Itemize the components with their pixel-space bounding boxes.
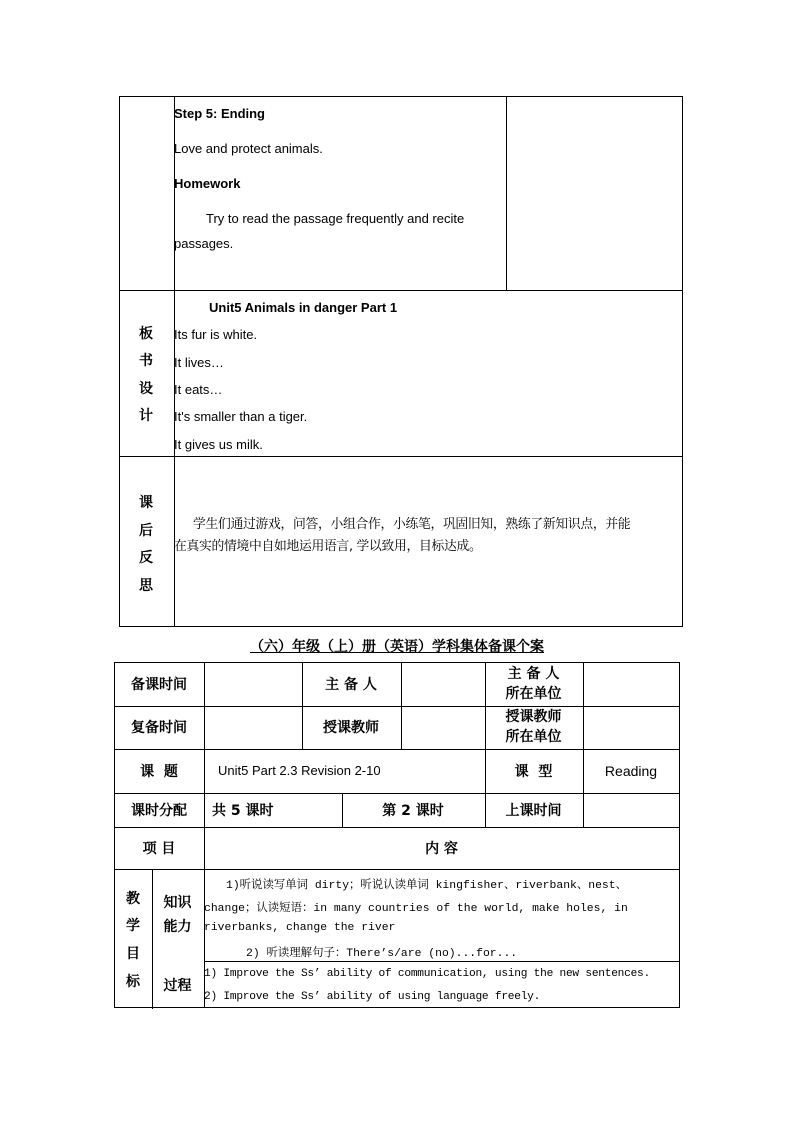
lead-unit-label-line: 所在单位 xyxy=(505,686,562,702)
lead-prep-label: 主 备 人 xyxy=(325,677,377,693)
reflection-label-char: 课 xyxy=(139,495,153,511)
board-label-char: 计 xyxy=(139,408,153,424)
lead-prep-value xyxy=(401,663,484,705)
board-line: It gives us milk. xyxy=(174,437,263,452)
reflection-label-char: 反 xyxy=(139,550,153,566)
reflection-text: 在真实的情境中自如地运用语言, 学以致用，目标达成。 xyxy=(174,539,482,554)
goal-label-char: 学 xyxy=(126,918,140,934)
process-label: 过程 xyxy=(163,977,192,994)
topic-label: 课 题 xyxy=(140,763,178,780)
period-current: 第 2 课时 xyxy=(382,802,444,819)
reprep-time-label: 复备时间 xyxy=(131,720,187,736)
item-label: 项 目 xyxy=(142,840,176,857)
row-divider xyxy=(204,961,680,962)
prep-time-label: 备课时间 xyxy=(131,677,187,693)
type-label: 课 型 xyxy=(514,763,553,780)
knowledge-label xyxy=(152,869,203,960)
row-divider xyxy=(120,290,682,291)
step5-line: Love and protect animals. xyxy=(174,141,323,156)
period-total: 共 5 课时 xyxy=(212,802,274,819)
reflection-text: 学生们通过游戏，问答，小组合作，小练笔，巩固旧知，熟练了新知识点，并能 xyxy=(193,517,631,532)
period-label: 课时分配 xyxy=(131,802,187,819)
process-line: 2) Improve the Ss’ ability of using language freely. xyxy=(204,991,541,1003)
reflection-label-char: 思 xyxy=(139,578,153,594)
board-line: It lives… xyxy=(174,355,224,370)
step5-title: Step 5: Ending xyxy=(174,106,265,121)
prep-time-value xyxy=(204,663,301,705)
lead-unit-value xyxy=(583,663,679,705)
knowledge-label-line: 能力 xyxy=(163,918,192,935)
teacher-unit-label-line: 所在单位 xyxy=(505,729,562,745)
board-label-char: 设 xyxy=(139,381,153,397)
content-label: 内 容 xyxy=(425,840,458,857)
board-line: It eats… xyxy=(174,382,223,397)
knowledge-label-line: 知识 xyxy=(163,894,192,911)
goal-label-char: 标 xyxy=(126,974,140,990)
reflection-label-char: 后 xyxy=(139,523,153,539)
class-time-value xyxy=(583,793,679,826)
board-line: Its fur is white. xyxy=(174,327,258,342)
teacher-unit-label xyxy=(485,706,582,748)
board-line: It's smaller than a tiger. xyxy=(174,409,308,424)
process-line: 1) Improve the Ss’ ability of communication, using the new sentences. xyxy=(204,968,650,980)
column-divider xyxy=(506,97,507,290)
row-divider xyxy=(120,456,682,457)
knowledge-line: 1)听说读写单词 dirty；听说认读单词 kingfisher、riverbank、nest、 xyxy=(226,880,627,892)
homework-title: Homework xyxy=(174,176,241,191)
type-value: Reading xyxy=(604,762,658,779)
class-time-label: 上课时间 xyxy=(505,802,562,819)
document-title: （六）年级（上）册（英语）学科集体备课个案 xyxy=(250,639,544,655)
homework-line: passages. xyxy=(174,236,234,251)
knowledge-line: change；认读短语：in many countries of the world, make holes, in xyxy=(204,903,628,915)
goal-label-char: 教 xyxy=(126,891,140,907)
knowledge-line: 2) 听读理解句子：There’s/are (no)...for... xyxy=(246,948,518,960)
teacher-unit-value xyxy=(583,706,679,748)
teacher-value xyxy=(401,706,484,748)
board-label-char: 板 xyxy=(139,326,153,342)
board-title: Unit5 Animals in danger Part 1 xyxy=(209,300,398,315)
board-label-char: 书 xyxy=(139,353,153,369)
homework-line: Try to read the passage frequently and recite xyxy=(206,211,465,226)
lead-unit-label xyxy=(485,663,582,705)
lead-unit-label-line: 主 备 人 xyxy=(507,666,560,682)
teacher-unit-label-line: 授课教师 xyxy=(505,709,562,725)
teacher-label: 授课教师 xyxy=(323,720,379,736)
knowledge-line: riverbanks, change the river xyxy=(204,922,396,934)
reprep-time-value xyxy=(204,706,301,748)
topic-value: Unit5 Part 2.3 Revision 2-10 xyxy=(218,763,381,778)
goal-label-char: 目 xyxy=(126,946,140,962)
